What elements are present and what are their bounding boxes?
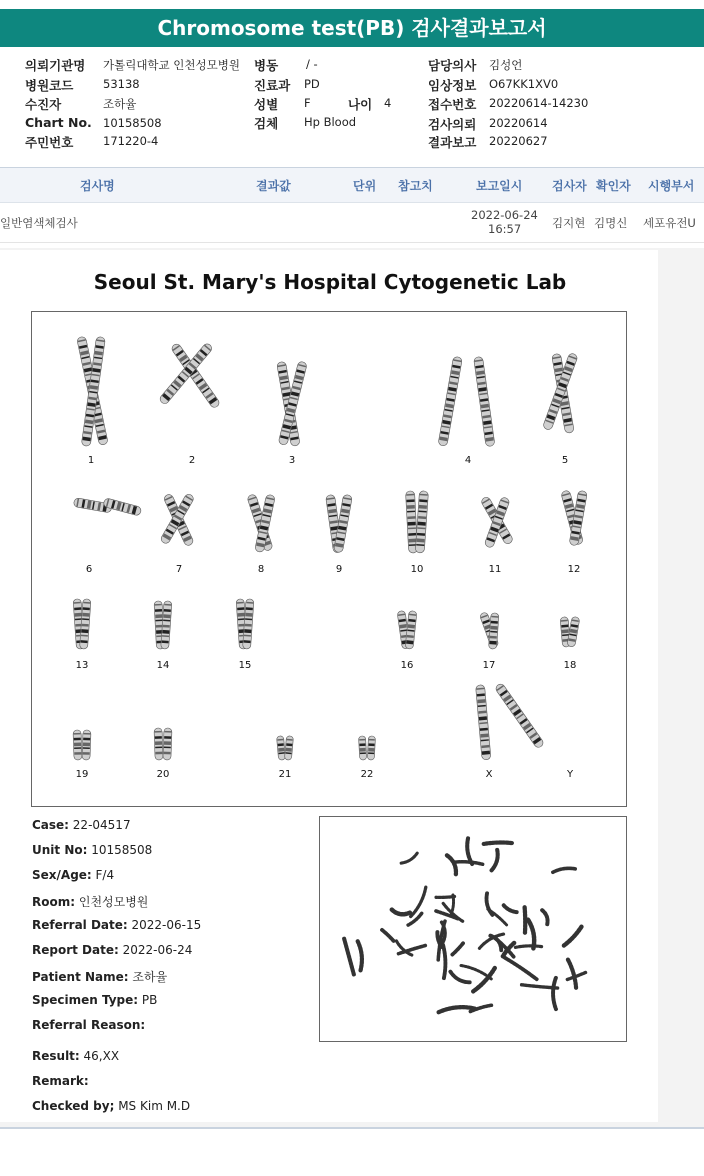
- case-field-label: Result:: [32, 1049, 80, 1063]
- chromosome-label-8: 8: [257, 564, 265, 575]
- spread-chromosome: [551, 867, 575, 873]
- ward-label: 병동: [254, 58, 279, 73]
- case-field-label: Room:: [32, 895, 76, 909]
- specimen-value: Hp Blood: [304, 115, 357, 129]
- col-tester[interactable]: 검사자: [552, 179, 587, 193]
- row-tester: 김지현: [552, 216, 586, 230]
- col-report-time[interactable]: 보고일시: [476, 179, 523, 193]
- examinee-value: 조하율: [103, 97, 137, 111]
- row-confirmer: 김명신: [594, 216, 628, 230]
- case-field-2: [32, 868, 114, 882]
- col-department[interactable]: 시행부서: [648, 179, 695, 193]
- chromosome-label-X: X: [485, 769, 493, 780]
- chromosome-label-17: 17: [482, 660, 496, 671]
- spread-chromosome: [568, 959, 578, 988]
- row-test-name: 일반염색체검사: [0, 216, 78, 230]
- case-field-10: [32, 1074, 89, 1088]
- examinee-label: 수진자: [25, 97, 62, 112]
- hospital-code-label: 병원코드: [25, 78, 74, 93]
- chromosome-19-a: [73, 730, 82, 760]
- chromosome-label-13: 13: [75, 660, 89, 671]
- col-unit[interactable]: 단위: [353, 179, 377, 193]
- sex-label: 성별: [254, 97, 279, 112]
- spread-chromosome: [382, 930, 395, 942]
- report-date-value: 20220627: [489, 134, 548, 148]
- spread-chromosome: [473, 968, 496, 993]
- spread-chromosome: [447, 854, 459, 874]
- hospital-code-value: 53138: [103, 77, 140, 91]
- chromosome-label-4: 4: [464, 455, 472, 466]
- spread-chromosome: [449, 972, 470, 985]
- chromosome-label-6: 6: [85, 564, 93, 575]
- case-field-value: PB: [138, 993, 158, 1007]
- chromosome-20-a: [154, 728, 163, 760]
- spread-chromosome: [504, 957, 537, 979]
- spread-chromosome: [515, 946, 541, 948]
- chromosome-label-11: 11: [488, 564, 502, 575]
- col-confirmer[interactable]: 확인자: [596, 179, 631, 193]
- case-field-value: 인천성모병원: [75, 895, 149, 909]
- spread-chromosome: [503, 905, 517, 913]
- spread-chromosome: [400, 853, 418, 865]
- report-date-label: 결과보고: [428, 135, 477, 150]
- case-field-label: Specimen Type:: [32, 993, 139, 1007]
- karyogram: [31, 311, 627, 807]
- case-field-label: Case:: [32, 818, 69, 832]
- chromosome-label-12: 12: [567, 564, 581, 575]
- chromosome-label-2: 2: [188, 455, 196, 466]
- age-value: 4: [384, 96, 392, 110]
- specimen-label: 검체: [254, 116, 279, 131]
- row-time: 16:57: [488, 222, 522, 236]
- request-label: 검사의뢰: [428, 117, 477, 132]
- chromosome-label-21: 21: [278, 769, 292, 780]
- chromosome-label-Y: Y: [566, 769, 574, 780]
- case-field-1: [32, 843, 152, 857]
- col-result[interactable]: 결과값: [256, 179, 291, 193]
- chromosome-20-b: [163, 728, 172, 760]
- chromosome-21-a: [277, 736, 286, 761]
- case-field-value: 46,XX: [79, 1049, 120, 1063]
- spread-chromosome: [452, 943, 463, 955]
- spread-chromosome: [492, 850, 500, 871]
- table-row[interactable]: [0, 202, 704, 243]
- chromosome-label-7: 7: [175, 564, 183, 575]
- case-field-value: F/4: [91, 868, 115, 882]
- clinical-label: 임상정보: [428, 78, 477, 93]
- chart-value: 10158508: [103, 116, 162, 130]
- case-field-label: Sex/Age:: [32, 868, 92, 882]
- case-field-label: Patient Name:: [32, 970, 129, 984]
- chromosome-label-14: 14: [156, 660, 170, 671]
- ward-value: / -: [306, 57, 318, 71]
- chromosome-23-b: [494, 682, 544, 749]
- case-field-9: [32, 1049, 119, 1063]
- col-reference[interactable]: 참고치: [398, 179, 433, 193]
- institution-value: 가톨릭대학교 인천성모병원: [103, 58, 240, 72]
- report-title-bar: [0, 9, 704, 47]
- spread-chromosome: [553, 978, 556, 1009]
- spread-chromosome: [461, 963, 493, 980]
- case-field-label: Unit No:: [32, 843, 88, 857]
- case-field-label: Referral Date:: [32, 918, 128, 932]
- case-field-11: [32, 1099, 190, 1113]
- spread-chromosome: [564, 927, 582, 947]
- chromosome-4-b: [474, 356, 495, 446]
- case-field-7: [32, 993, 157, 1007]
- case-field-0: [32, 818, 131, 832]
- spread-chromosome: [358, 941, 363, 970]
- case-field-4: [32, 918, 201, 932]
- case-field-label: Checked by;: [32, 1099, 115, 1113]
- chromosome-22-a: [359, 736, 367, 760]
- resident-value: 171220-4: [103, 134, 159, 148]
- case-field-8: [32, 1018, 145, 1032]
- dept-value: PD: [304, 77, 320, 91]
- chromosome-label-19: 19: [75, 769, 89, 780]
- case-field-value: 조하율: [128, 970, 168, 984]
- case-field-value: MS Kim M.D: [114, 1099, 191, 1113]
- chart-label: Chart No.: [25, 115, 92, 130]
- chromosome-22-b: [367, 736, 375, 760]
- result-table-header: [0, 167, 704, 203]
- chromosome-19-b: [82, 730, 91, 760]
- chromosome-label-5: 5: [561, 455, 569, 466]
- chromosome-21-b: [284, 736, 293, 761]
- spread-chromosome: [344, 939, 354, 975]
- metaphase-spread: [319, 816, 627, 1042]
- case-field-3: [32, 893, 148, 910]
- chromosome-16-b: [405, 611, 417, 650]
- chromosome-2-a: [170, 342, 220, 409]
- sex-value: F: [304, 96, 311, 110]
- spread-chromosome: [488, 908, 507, 924]
- chromosome-6-b: [103, 498, 142, 517]
- case-field-value: 10158508: [87, 843, 153, 857]
- case-field-6: [32, 968, 167, 985]
- doctor-value: 김성언: [489, 58, 523, 72]
- report-title: Chromosome test(PB) 검사결과보고서: [157, 16, 547, 40]
- chromosome-label-16: 16: [400, 660, 414, 671]
- chromosome-label-10: 10: [410, 564, 424, 575]
- chromosome-label-22: 22: [360, 769, 374, 780]
- case-field-label: Report Date:: [32, 943, 119, 957]
- karyogram-image: [32, 312, 626, 806]
- chromosome-label-3: 3: [288, 455, 296, 466]
- case-field-label: Referral Reason:: [32, 1018, 146, 1032]
- case-field-value: 2022-06-24: [118, 943, 193, 957]
- row-department: 세포유전U: [643, 216, 696, 230]
- case-field-5: [32, 943, 192, 957]
- institution-label: 의뢰기관명: [25, 58, 86, 73]
- chromosome-label-18: 18: [563, 660, 577, 671]
- spread-chromosome: [542, 909, 549, 924]
- case-field-value: 22-04517: [68, 818, 131, 832]
- bottom-divider: [0, 1127, 704, 1129]
- spread-chromosome: [484, 842, 512, 844]
- case-field-value: 2022-06-15: [127, 918, 202, 932]
- spread-chromosome: [391, 910, 410, 916]
- chromosome-label-15: 15: [238, 660, 252, 671]
- lab-title: Seoul St. Mary's Hospital Cytogenetic Lab: [93, 270, 567, 294]
- chromosome-label-9: 9: [335, 564, 343, 575]
- dept-label: 진료과: [254, 78, 291, 93]
- spread-chromosome: [528, 919, 536, 948]
- spread-chromosome: [410, 887, 428, 918]
- spread-chromosome: [443, 945, 446, 978]
- doctor-label: 담당의사: [428, 58, 477, 73]
- request-value: 20220614: [489, 116, 548, 130]
- chromosome-label-1: 1: [87, 455, 95, 466]
- col-test-name[interactable]: 검사명: [80, 179, 115, 193]
- clinical-value: O67KK1XV0: [489, 77, 559, 91]
- resident-label: 주민번호: [25, 135, 74, 150]
- chromosome-23-a: [476, 685, 492, 760]
- row-date: 2022-06-24: [471, 208, 538, 222]
- age-label: 나이: [348, 97, 373, 112]
- metaphase-spread-image: [320, 817, 626, 1041]
- chromosome-label-20: 20: [156, 769, 170, 780]
- chromosome-10-b: [415, 491, 428, 553]
- receipt-value: 20220614-14230: [489, 96, 589, 110]
- case-field-label: Remark:: [32, 1074, 89, 1088]
- chromosome-4-a: [438, 356, 462, 446]
- receipt-label: 접수번호: [428, 97, 477, 112]
- spread-chromosome: [525, 907, 526, 932]
